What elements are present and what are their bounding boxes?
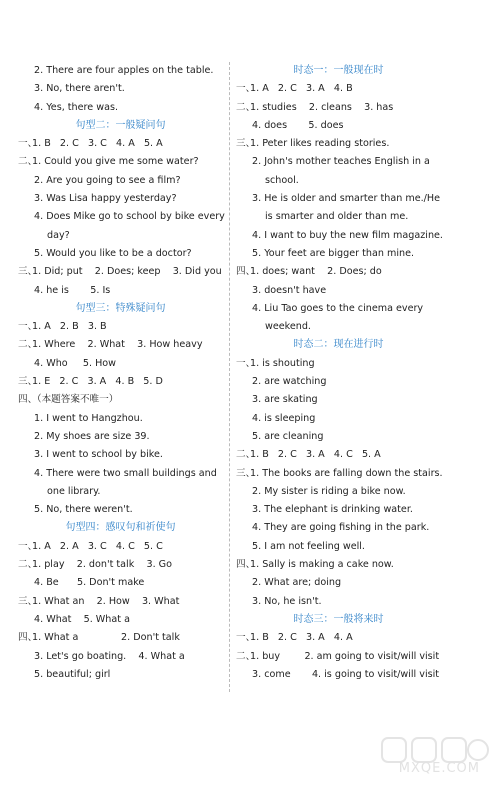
section-number: 一、 [18, 540, 38, 552]
section-number: 二、 [236, 449, 256, 461]
watermark [342, 736, 492, 780]
answer-text: 4. Be 5. Don't make [34, 577, 145, 589]
answer-line [18, 172, 223, 190]
answer-text: 1. B 2. C 3. C 4. A 5. A [32, 138, 163, 150]
answer-text: 4. I want to buy the new film magazine. [252, 229, 443, 241]
answer-text: 3. I went to school by bike. [34, 449, 163, 461]
answer-text: 1. A 2. B 3. B [32, 321, 107, 333]
answer-line [236, 666, 441, 684]
section-number: 二、 [18, 559, 38, 571]
answer-text: 5. Your feet are bigger than mine. [252, 247, 415, 259]
section-number: 一、 [18, 321, 38, 333]
answer-text: 4. does 5. does [252, 119, 344, 131]
section-number: 二、 [236, 650, 256, 662]
answer-text: 1. E 2. C 3. A 4. B 5. D [32, 376, 163, 388]
answer-text: 1. B 2. C 3. A 4. A [250, 632, 353, 644]
answer-text: 4. There were two small buildings and [34, 467, 217, 479]
answer-line [236, 245, 441, 263]
answer-line [236, 629, 441, 647]
answer-text: 5. No, there weren't. [34, 504, 133, 516]
answer-text: 4. Who 5. How [34, 357, 117, 369]
section-heading: 时态三：一般将来时 [293, 613, 384, 625]
answer-line [18, 282, 223, 300]
answer-text: 3. doesn't have [252, 284, 327, 296]
answer-text: 3. Was Lisa happy yesterday? [34, 193, 177, 205]
answer-line [18, 483, 223, 501]
left-column [18, 62, 223, 684]
section-number: 四、 [236, 559, 256, 571]
answer-line [236, 593, 441, 611]
answer-line [236, 391, 441, 409]
answer-line [236, 80, 441, 98]
section-number: 二、 [236, 101, 256, 113]
answer-line [236, 355, 441, 373]
answer-line [18, 428, 223, 446]
section-number: 三、 [236, 467, 256, 479]
section-heading: 句型三：特殊疑问句 [75, 302, 166, 314]
answer-line [18, 410, 223, 428]
answer-line [236, 574, 441, 592]
answer-text: 1. Peter likes reading stories. [250, 138, 390, 150]
section-heading: 句型四：感叹句和祈使句 [65, 522, 176, 534]
answer-line [18, 391, 223, 409]
answer-line [18, 666, 223, 684]
answer-line [18, 318, 223, 336]
answer-line [236, 117, 441, 135]
answer-text: 4. They are going fishing in the park. [252, 522, 430, 534]
answer-line [18, 99, 223, 117]
answer-text: 3. Let's go boating. 4. What a [34, 650, 185, 662]
answer-text: 2. What are; doing [252, 577, 342, 589]
answer-text: 1. does; want 2. Does; do [250, 266, 382, 278]
answer-line [236, 99, 441, 117]
section-number: 三、 [18, 266, 38, 278]
section-heading: 句型二：一般疑问句 [75, 119, 166, 131]
answer-line [18, 373, 223, 391]
answer-text: 1. Did; put 2. Does; keep 3. Did you [32, 266, 222, 278]
answer-line [236, 410, 441, 428]
answer-line [18, 538, 223, 556]
right-column [236, 62, 441, 684]
answer-text: 1. What a 2. Don't talk [32, 632, 180, 644]
section-number: 二、 [18, 156, 38, 168]
answer-text: 1. buy 2. am going to visit/will visit [250, 650, 440, 662]
answer-text: 1. A 2. A 3. C 4. C 5. C [32, 540, 163, 552]
answer-text: 1. is shouting [250, 357, 315, 369]
answer-line [18, 263, 223, 281]
answer-line [18, 135, 223, 153]
section-number: 四、 [236, 266, 256, 278]
column-divider [229, 62, 230, 692]
section-number: 一、 [236, 632, 256, 644]
answer-line [236, 483, 441, 501]
answer-text: one library. [47, 485, 101, 497]
answer-text: 4. What 5. What a [34, 613, 130, 625]
answer-text: 3. come 4. is going to visit/will visit [252, 668, 440, 680]
answer-text: 4. Liu Tao goes to the cinema every [252, 302, 424, 314]
answer-line [18, 611, 223, 629]
answer-text: is smarter and older than me. [265, 211, 409, 223]
answer-text: 2. Are you going to see a film? [34, 174, 181, 186]
answer-line [18, 153, 223, 171]
answer-text: 1. studies 2. cleans 3. has [250, 101, 394, 113]
answer-text: 3. No, he isn't. [252, 595, 322, 607]
answer-line [236, 282, 441, 300]
answer-text: 1. Where 2. What 3. How heavy [32, 339, 203, 351]
answer-line [236, 556, 441, 574]
section-number: 四、 [18, 394, 38, 406]
answer-text: 5. beautiful; girl [34, 668, 111, 680]
answer-line [18, 245, 223, 263]
watermark-text: MXQE.COM [398, 761, 480, 776]
answer-text: 1. The books are falling down the stairs. [250, 467, 443, 479]
answer-text: 5. I am not feeling well. [252, 540, 365, 552]
section-number: 一、 [18, 138, 38, 150]
answer-text: （本题答案不唯一） [32, 394, 119, 406]
answer-line [18, 556, 223, 574]
answer-text: 1. A 2. C 3. A 4. B [250, 83, 353, 95]
answer-text: school. [265, 174, 299, 186]
answer-line [18, 208, 223, 226]
answer-line [18, 629, 223, 647]
answer-text: 4. is sleeping [252, 412, 316, 424]
answer-line [236, 208, 441, 226]
answer-line [18, 355, 223, 373]
answer-text: 1. What an 2. How 3. What [32, 595, 180, 607]
answer-line [236, 227, 441, 245]
section-number: 四、 [18, 632, 38, 644]
answer-line [18, 190, 223, 208]
answer-text: 1. I went to Hangzhou. [34, 412, 143, 424]
answer-line [236, 465, 441, 483]
answer-line [236, 190, 441, 208]
answer-line [236, 300, 441, 318]
answer-text: weekend. [265, 321, 311, 333]
answer-text: 1. B 2. C 3. A 4. C 5. A [250, 449, 381, 461]
answer-line [18, 80, 223, 98]
answer-text: 1. Could you give me some water? [32, 156, 199, 168]
answer-line [18, 648, 223, 666]
answer-text: 1. Sally is making a cake now. [250, 559, 394, 571]
answer-line [18, 227, 223, 245]
answer-text: 2. are watching [252, 376, 327, 388]
answer-line [236, 501, 441, 519]
answer-text: 2. There are four apples on the table. [34, 65, 214, 76]
answer-line [236, 538, 441, 556]
answer-text: 4. Does Mike go to school by bike every [34, 211, 225, 223]
section-number: 三、 [18, 595, 38, 607]
answer-text: 3. are skating [252, 394, 318, 406]
answer-text: 3. No, there aren't. [34, 83, 125, 95]
answer-text: 5. are cleaning [252, 430, 324, 442]
answer-line [18, 446, 223, 464]
answer-line [236, 263, 441, 281]
answer-line [236, 446, 441, 464]
section-number: 一、 [236, 357, 256, 369]
answer-text: 4. Yes, there was. [34, 101, 118, 113]
answer-line [236, 428, 441, 446]
answer-text: 3. The elephant is drinking water. [252, 504, 413, 516]
answer-line [18, 574, 223, 592]
answer-line [236, 153, 441, 171]
answer-line [18, 465, 223, 483]
answer-line [18, 336, 223, 354]
section-number: 三、 [18, 376, 38, 388]
answer-text: day? [47, 229, 70, 241]
answer-text: 2. John's mother teaches English in a [252, 156, 430, 168]
section-heading: 时态二：现在进行时 [293, 339, 384, 351]
answer-line [18, 593, 223, 611]
answer-text: 2. My shoes are size 39. [34, 430, 150, 442]
answer-text: 4. he is 5. Is [34, 284, 111, 296]
answer-line [236, 318, 441, 336]
answer-line [236, 648, 441, 666]
section-number: 二、 [18, 339, 38, 351]
section-heading: 时态一：一般现在时 [293, 65, 384, 76]
section-number: 一、 [236, 83, 256, 95]
answer-text: 2. My sister is riding a bike now. [252, 485, 406, 497]
answer-line [236, 172, 441, 190]
answer-line [236, 135, 441, 153]
answer-line [18, 62, 223, 80]
section-number: 三、 [236, 138, 256, 150]
answer-line [18, 501, 223, 519]
answer-text: 3. He is older and smarter than me./He [252, 193, 441, 205]
answer-text: 5. Would you like to be a doctor? [34, 247, 192, 259]
answer-line [236, 373, 441, 391]
answer-text: 1. play 2. don't talk 3. Go [32, 559, 172, 571]
answer-line [236, 519, 441, 537]
